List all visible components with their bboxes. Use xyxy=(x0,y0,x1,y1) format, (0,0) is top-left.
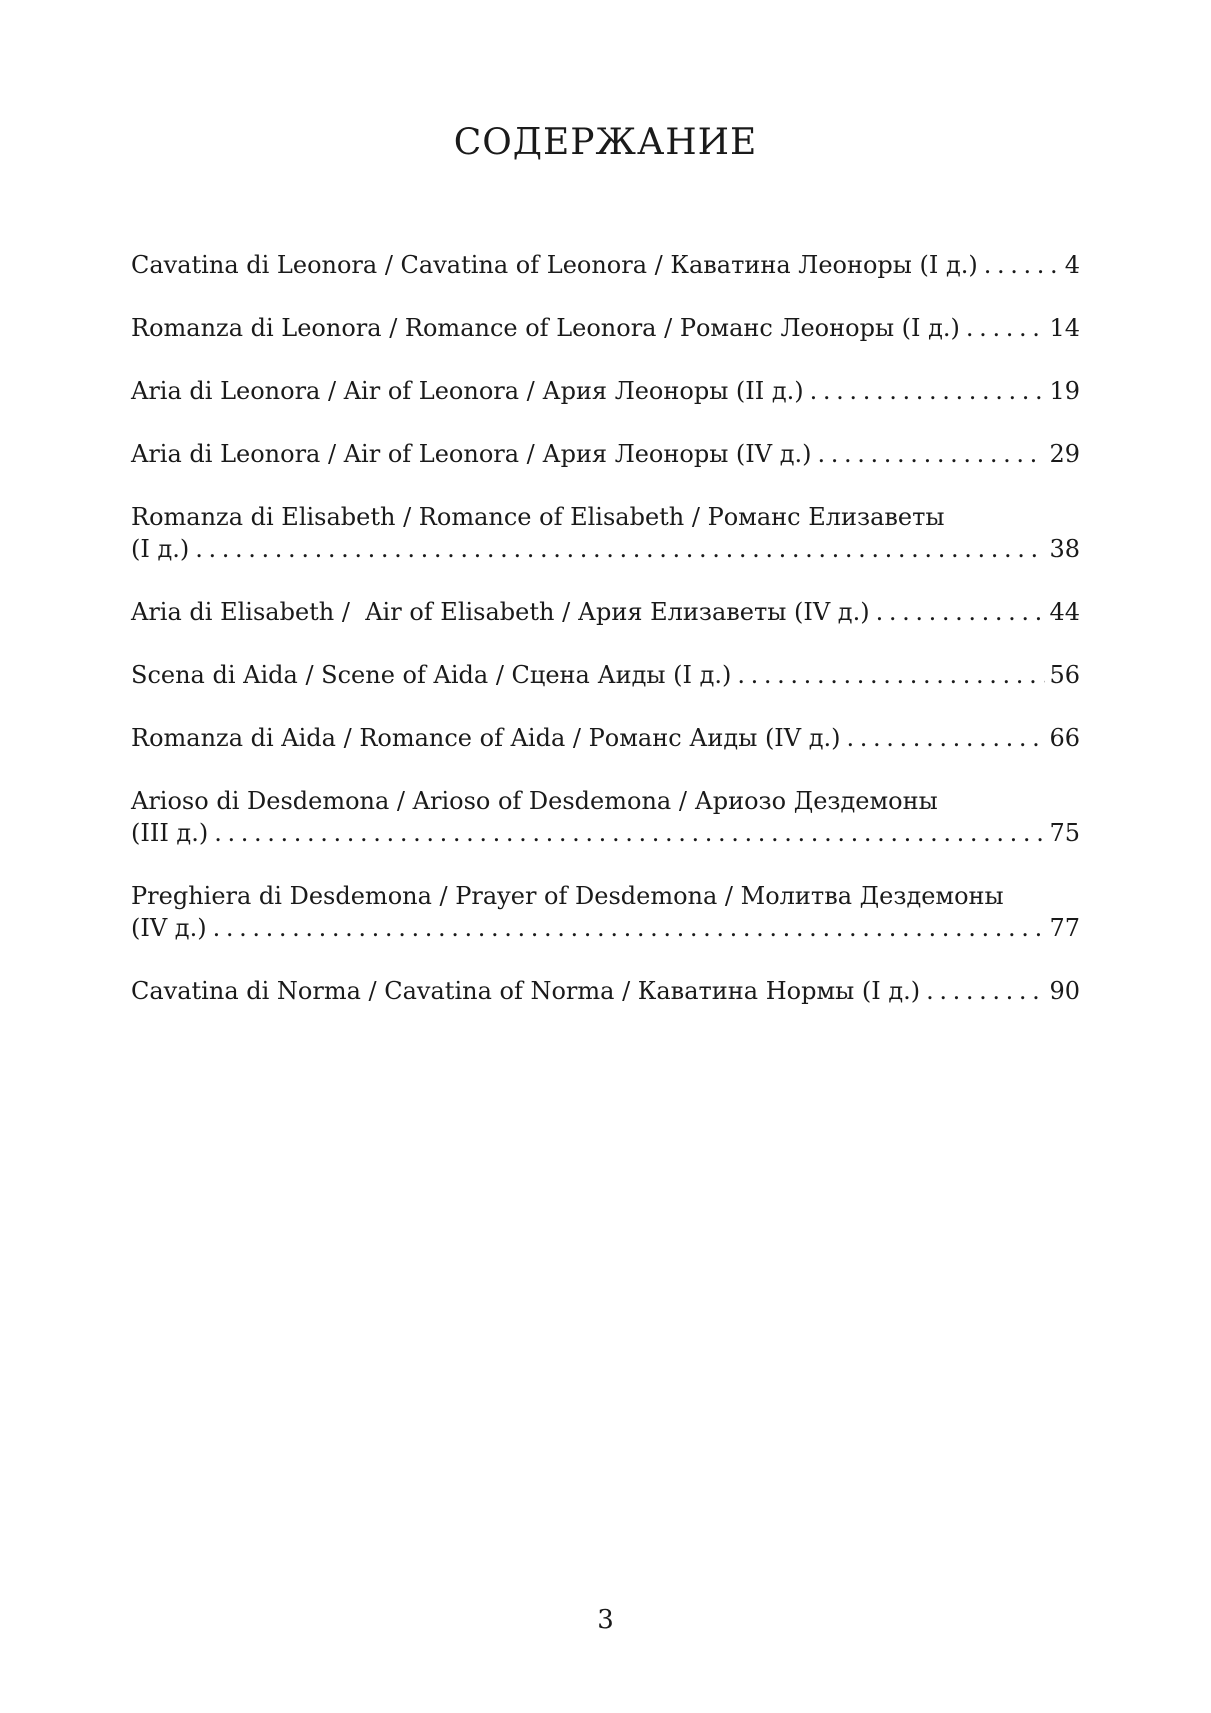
toc-leader-dots xyxy=(737,659,1045,691)
toc-leader-dots xyxy=(213,912,1046,944)
toc-entry-title-continued: (III д.) xyxy=(131,819,209,847)
toc-entry-page: 14 xyxy=(1049,314,1080,342)
toc-entry-title: Aria di Leonora / Air of Leonora / Ария Леоноры (II д.) xyxy=(131,377,804,405)
toc-entry-title: Cavatina di Leonora / Cavatina of Leonora / Каватина Леоноры (I д.) xyxy=(131,251,978,279)
toc-entry[interactable] xyxy=(131,785,1080,849)
toc-leader-dots xyxy=(214,817,1045,849)
toc-leader-dots xyxy=(818,438,1046,470)
toc-leader-dots xyxy=(847,722,1046,754)
table-of-contents xyxy=(131,249,1080,1038)
toc-entry-title: Scena di Aida / Scene of Aida / Сцена Аиды (I д.) xyxy=(131,661,732,689)
toc-leader-dots xyxy=(984,249,1061,281)
toc-entry[interactable] xyxy=(131,722,1080,754)
toc-entry-title: Aria di Leonora / Air of Leonora / Ария Леоноры (IV д.) xyxy=(131,440,812,468)
toc-entry-page: 29 xyxy=(1049,440,1080,468)
toc-entry-title-continued: (IV д.) xyxy=(131,914,207,942)
toc-entry-title: Arioso di Desdemona / Arioso of Desdemona / Ариозо Дездемоны xyxy=(131,787,938,815)
page-number: 3 xyxy=(597,1605,614,1635)
page-title: СОДЕРЖАНИЕ xyxy=(453,122,758,163)
toc-entry[interactable] xyxy=(131,375,1080,407)
toc-entry[interactable] xyxy=(131,501,1080,565)
toc-entry-page: 75 xyxy=(1049,819,1080,847)
toc-leader-dots xyxy=(876,596,1046,628)
toc-entry[interactable] xyxy=(131,975,1080,1007)
toc-entry-page: 77 xyxy=(1049,914,1080,942)
toc-leader-dots xyxy=(926,975,1045,1007)
toc-entry-title: Cavatina di Norma / Cavatina of Norma / Каватина Нормы (I д.) xyxy=(131,977,921,1005)
toc-entry-title: Romanza di Elisabeth / Romance of Elisabeth / Романс Елизаветы xyxy=(131,503,945,531)
toc-entry-page: 44 xyxy=(1049,598,1080,626)
toc-entry-page: 66 xyxy=(1049,724,1080,752)
toc-leader-dots xyxy=(195,533,1045,565)
toc-entry-title-continued: (I д.) xyxy=(131,535,190,563)
toc-leader-dots xyxy=(810,375,1046,407)
toc-entry[interactable] xyxy=(131,312,1080,344)
toc-entry-title: Aria di Elisabeth / Air of Elisabeth / Ария Елизаветы (IV д.) xyxy=(131,598,870,626)
toc-entry[interactable] xyxy=(131,438,1080,470)
toc-entry-page: 56 xyxy=(1049,661,1080,689)
toc-entry-title: Romanza di Aida / Romance of Aida / Романс Аиды (IV д.) xyxy=(131,724,841,752)
toc-entry[interactable] xyxy=(131,249,1080,281)
toc-leader-dots xyxy=(966,312,1046,344)
toc-entry-page: 90 xyxy=(1049,977,1080,1005)
toc-entry-page: 19 xyxy=(1049,377,1080,405)
toc-entry-title: Preghiera di Desdemona / Prayer of Desdemona / Молитва Дездемоны xyxy=(131,882,1004,910)
toc-entry[interactable] xyxy=(131,880,1080,944)
toc-entry-page: 38 xyxy=(1049,535,1080,563)
toc-entry-title: Romanza di Leonora / Romance of Leonora / Романс Леоноры (I д.) xyxy=(131,314,960,342)
toc-entry[interactable] xyxy=(131,659,1080,691)
toc-entry[interactable] xyxy=(131,596,1080,628)
toc-entry-page: 4 xyxy=(1064,251,1080,279)
